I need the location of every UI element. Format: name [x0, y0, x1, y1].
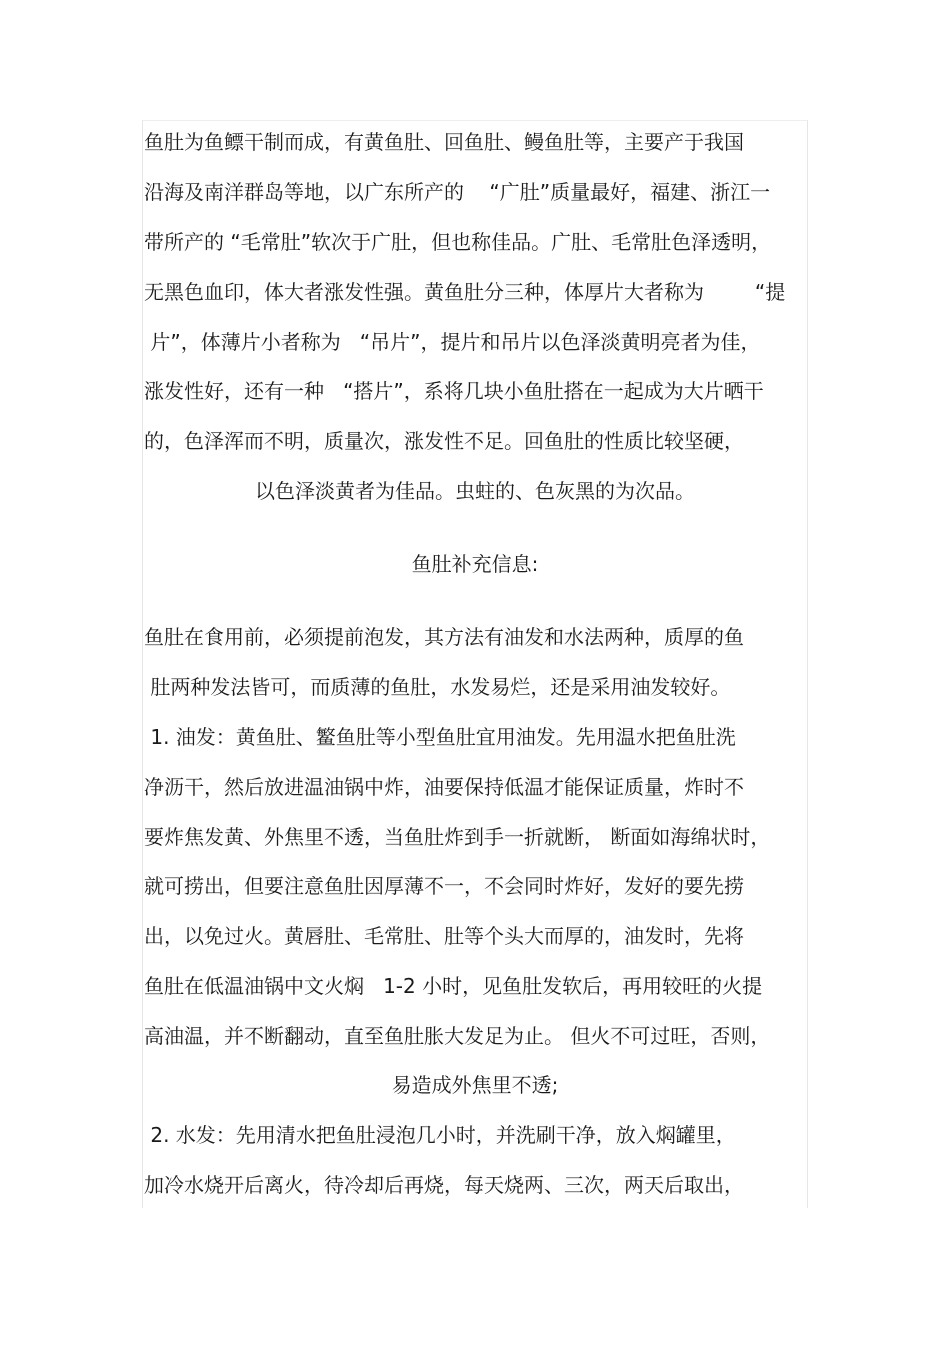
- body-text-line: 加冷水烧开后离火，待冷却后再烧，每天烧两、三次，两天后取出，: [144, 1173, 744, 1197]
- body-text-line: 鱼肚为鱼鳔干制而成，有黄鱼肚、回鱼肚、鳗鱼肚等，主要产于我国: [144, 130, 744, 154]
- body-text-line: 的，色泽浑而不明，质量次，涨发性不足。回鱼肚的性质比较坚硬，: [144, 429, 744, 453]
- body-text-line-centered: 易造成外焦里不透;: [391, 1073, 559, 1097]
- body-text-line: 出，以免过火。黄唇肚、毛常肚、肚等个头大而厚的，油发时，先将: [144, 924, 744, 948]
- list-item-water-method: 2. 水发：先用清水把鱼肚浸泡几小时，并洗刷干净，放入焖罐里，: [144, 1123, 736, 1147]
- body-text-line: 鱼肚在食用前，必须提前泡发，其方法有油发和水法两种，质厚的鱼: [144, 625, 744, 649]
- body-text-line-centered: 以色泽淡黄者为佳品。虫蛀的、色灰黑的为次品。: [255, 479, 695, 503]
- list-item-oil-method: 1. 油发：黄鱼肚、鳘鱼肚等小型鱼肚宜用油发。先用温水把鱼肚洗: [144, 725, 736, 749]
- body-text-line: 净沥干，然后放进温油锅中炸，油要保持低温才能保证质量，炸时不: [144, 775, 744, 799]
- body-text-line: 鱼肚在低温油锅中文火焖 1-2 小时，见鱼肚发软后，再用较旺的火提: [144, 974, 763, 998]
- body-text-line: 肚两种发法皆可，而质薄的鱼肚，水发易烂，还是采用油发较好。: [144, 675, 731, 699]
- body-text-line: 就可捞出，但要注意鱼肚因厚薄不一，不会同时炸好，发好的要先捞: [144, 874, 744, 898]
- body-text-line: 片”，体薄片小者称为 “吊片”，提片和吊片以色泽淡黄明亮者为佳，: [144, 330, 761, 354]
- body-text-line: 带所产的 “毛常肚”软次于广肚，但也称佳品。广肚、毛常肚色泽透明，: [144, 230, 772, 254]
- section-heading: 鱼肚补充信息:: [411, 552, 539, 576]
- body-text-line: 沿海及南洋群岛等地，以广东所产的 “广肚”质量最好，福建、浙江一: [144, 180, 771, 204]
- body-text-line: 要炸焦发黄、外焦里不透，当鱼肚炸到手一折就断， 断面如海绵状时，: [144, 825, 771, 849]
- body-text-line: 涨发性好，还有一种 “搭片”，系将几块小鱼肚搭在一起成为大片晒干: [144, 379, 764, 403]
- body-text-line: 无黑色血印，体大者涨发性强。黄鱼肚分三种，体厚片大者称为 “提: [144, 280, 786, 304]
- body-text-line: 高油温，并不断翻动，直至鱼肚胀大发足为止。 但火不可过旺，否则，: [144, 1024, 771, 1048]
